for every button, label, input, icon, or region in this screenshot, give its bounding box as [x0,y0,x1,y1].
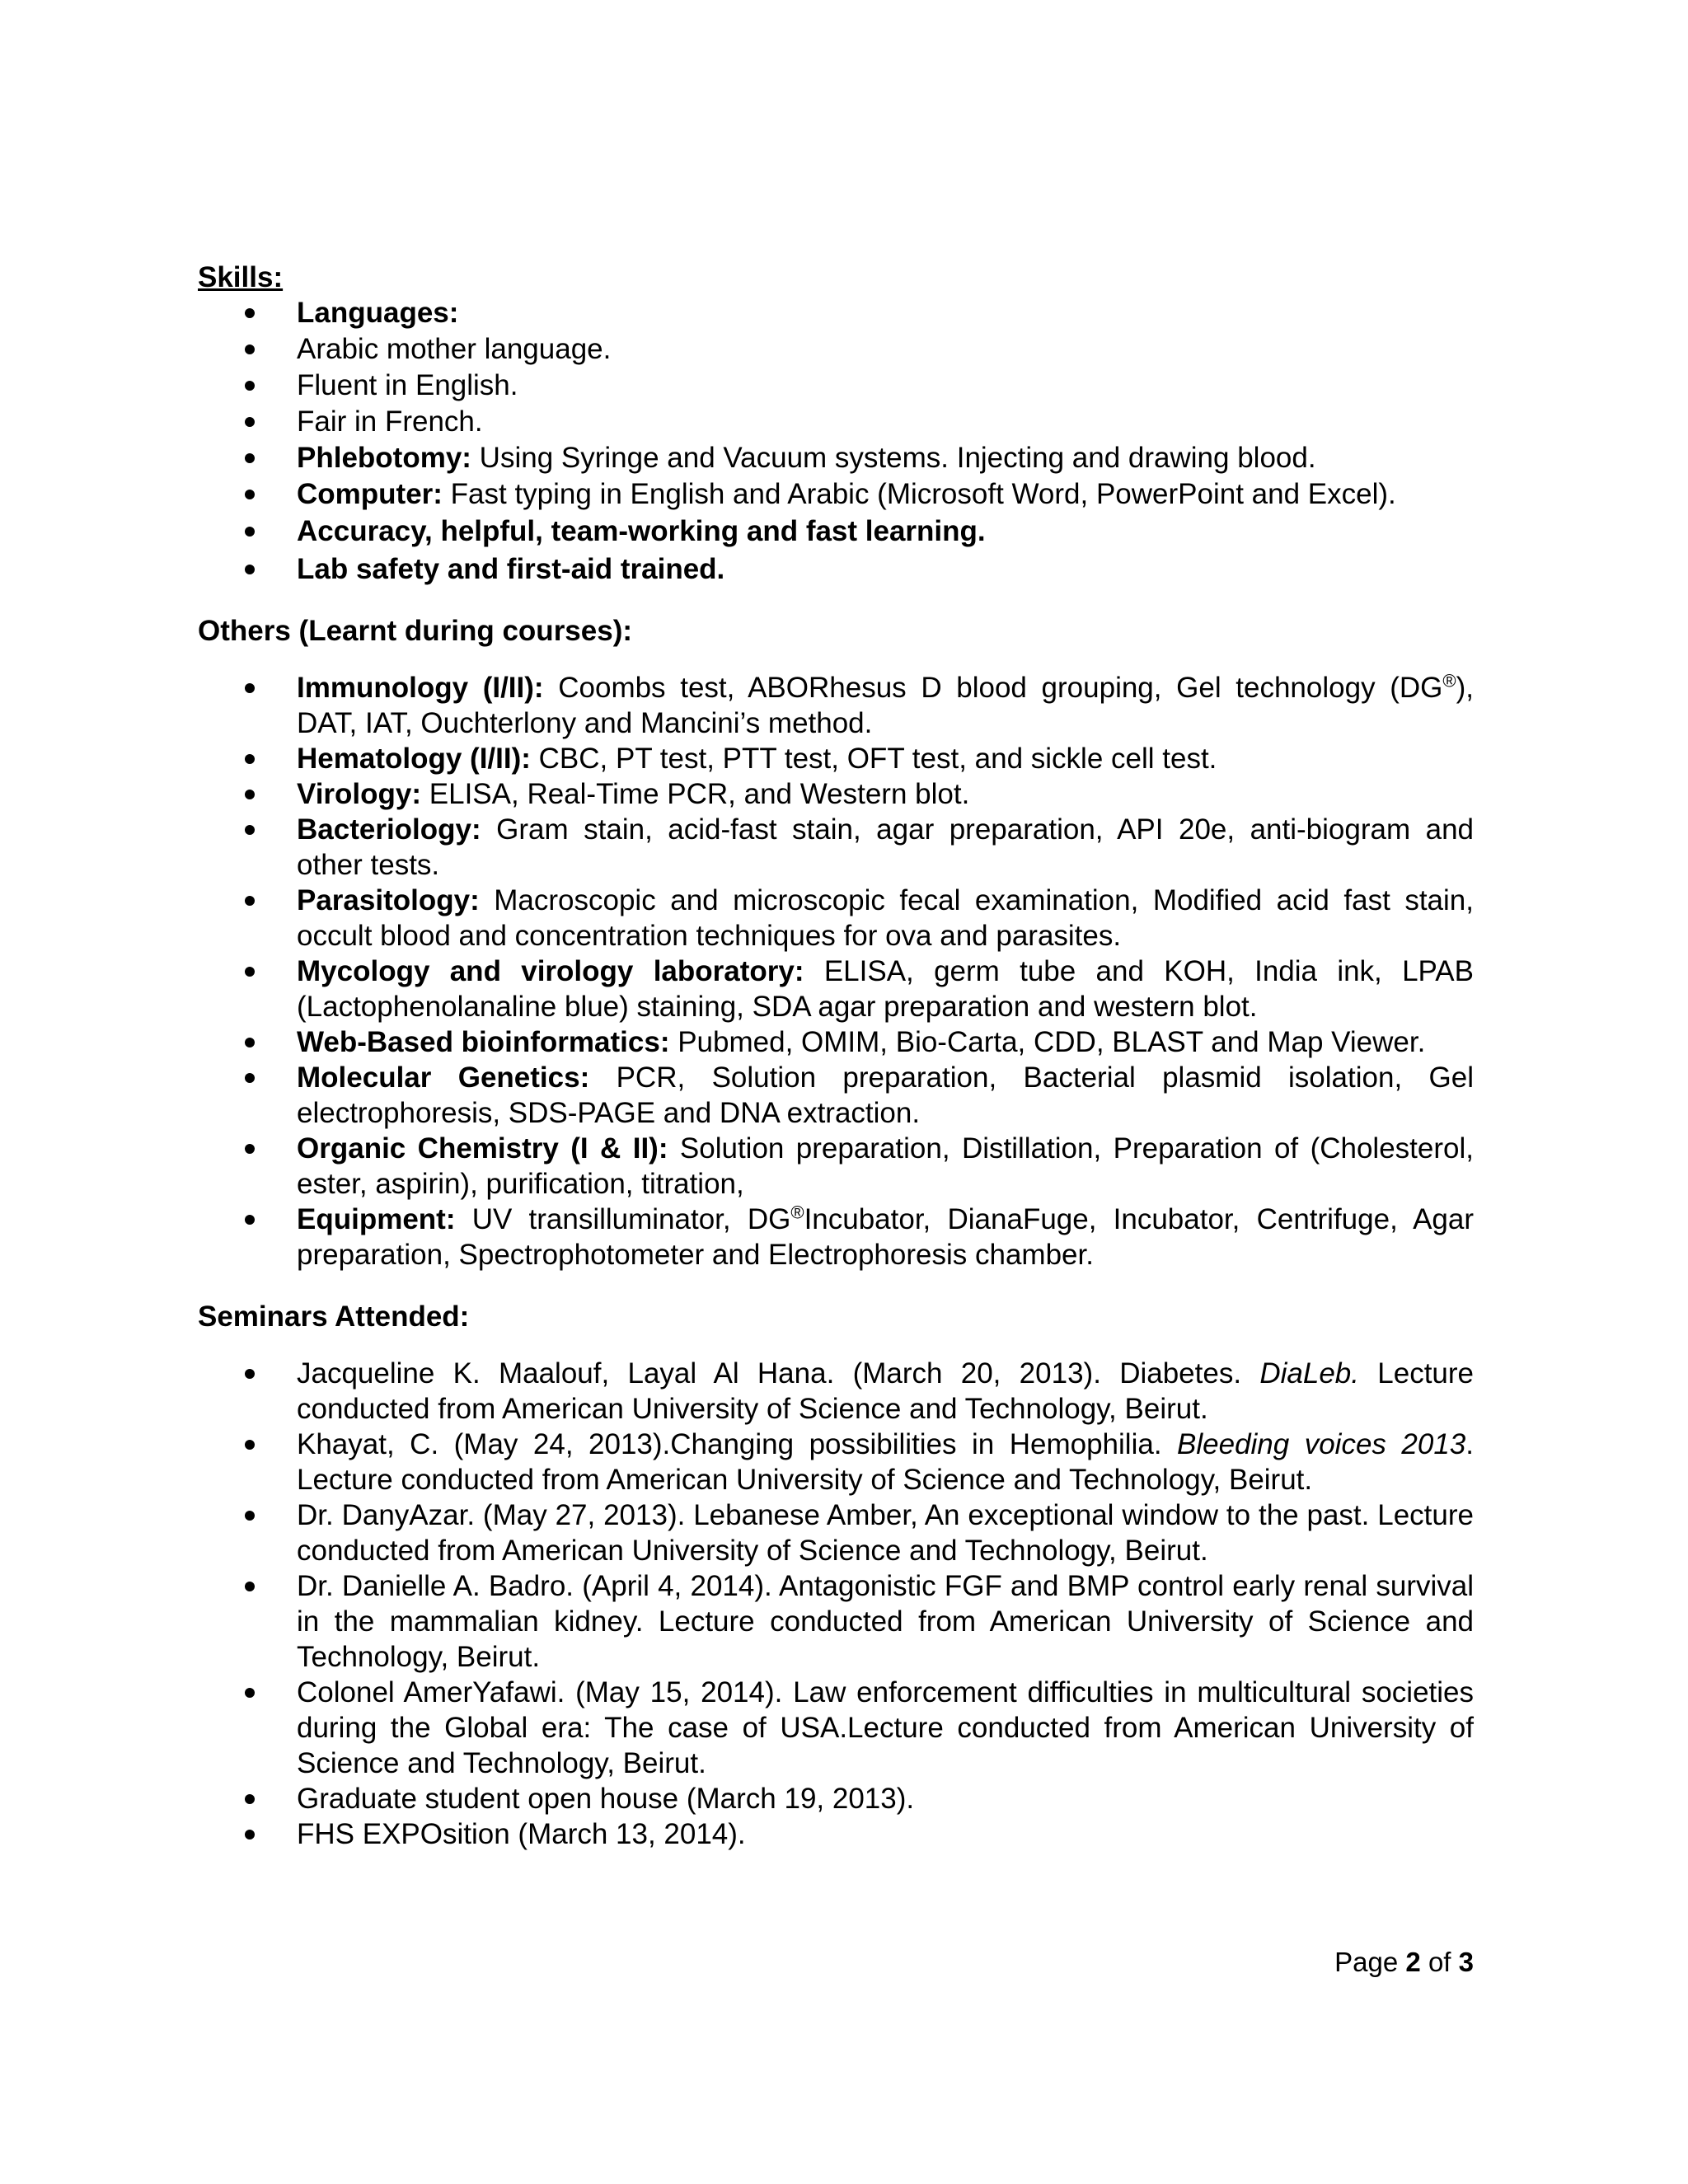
list-item: Dr. Danielle A. Badro. (April 4, 2014). Antagonistic FGF and BMP control early renal survival in the mammalian kidney. Lecture conducted from American University of Science and Technology, Beirut. [297,1570,1474,1673]
list-item: Equipment: UV transilluminator, DG®Incubator, DianaFuge, Incubator, Centrifuge, Agar preparation, Spectrophotometer and Electrophoresis chamber. [297,1202,1474,1271]
list-item: Fluent in English. [297,369,518,401]
page-number: Page 2 of 3 [1334,1947,1474,1977]
list-item: Fair in French. [297,405,483,438]
list-item: Bacteriology: Gram stain, acid-fast stain, agar preparation, API 20e, anti-biogram and other tests. [297,813,1474,881]
list-item: FHS EXPOsition (March 13, 2014). [297,1818,746,1850]
list-item: Immunology (I/II): Coombs test, ABORhesus D blood grouping, Gel technology (DG®), DAT, IAT, Ouchterlony and Mancini’s method. [297,670,1474,739]
list-item: Arabic mother language. [297,333,612,365]
list-item: Lab safety and first-aid trained. [297,553,725,585]
list-item: Jacqueline K. Maalouf, Layal Al Hana. (March 20, 2013). Diabetes. DiaLeb. Lecture conducted from American University of Science and Technology, Beirut. [297,1357,1475,1425]
list-item: Graduate student open house (March 19, 2013). [297,1783,915,1815]
others-list [198,670,1474,1272]
list-item: Web-Based bioinformatics: Pubmed, OMIM, Bio-Carta, CDD, BLAST and Map Viewer. [297,1026,1426,1058]
page-content [198,260,1474,1852]
list-item: Phlebotomy: Using Syringe and Vacuum systems. Injecting and drawing blood. [297,442,1316,474]
list-item: Hematology (I/II): CBC, PT test, PTT test, OFT test, and sickle cell test. [297,743,1217,775]
others-heading: Others (Learnt during courses): [198,615,633,647]
list-item: Parasitology: Macroscopic and microscopic fecal examination, Modified acid fast stain, occult blood and concentration techniques for ova and parasites. [297,884,1474,952]
list-item: Molecular Genetics: PCR, Solution preparation, Bacterial plasmid isolation, Gel electrophoresis, SDS-PAGE and DNA extraction. [297,1062,1474,1129]
list-item: Computer: Fast typing in English and Arabic (Microsoft Word, PowerPoint and Excel). [297,478,1396,510]
list-item: Virology: ELISA, Real-Time PCR, and Western blot. [297,778,970,810]
list-item: Khayat, C. (May 24, 2013).Changing possibilities in Hemophilia. Bleeding voices 2013. Lecture conducted from American University of Science and Technology, Beirut. [297,1428,1474,1496]
list-item: Accuracy, helpful, team-working and fast learning. [297,515,986,547]
skills-list [198,295,1474,587]
list-item: Languages: [297,297,459,329]
skills-heading: Skills: [198,261,284,293]
list-item: Mycology and virology laboratory: ELISA, germ tube and KOH, India ink, LPAB (Lactophenolanaline blue) staining, SDA agar preparation and western blot. [297,955,1474,1023]
list-item: Dr. DanyAzar. (May 27, 2013). Lebanese Amber, An exceptional window to the past. Lecture conducted from American University of Science and Technology, Beirut. [297,1499,1474,1567]
list-item: Colonel AmerYafawi. (May 15, 2014). Law enforcement difficulties in multicultural societies during the Global era: The case of USA.Lecture conducted from American University of Science and Technology, Beirut. [297,1676,1474,1779]
list-item: Organic Chemistry (I & II): Solution preparation, Distillation, Preparation of (Cholesterol, ester, aspirin), purification, titration, [297,1132,1474,1200]
seminars-heading: Seminars Attended: [198,1301,470,1333]
seminars-list [198,1356,1474,1852]
